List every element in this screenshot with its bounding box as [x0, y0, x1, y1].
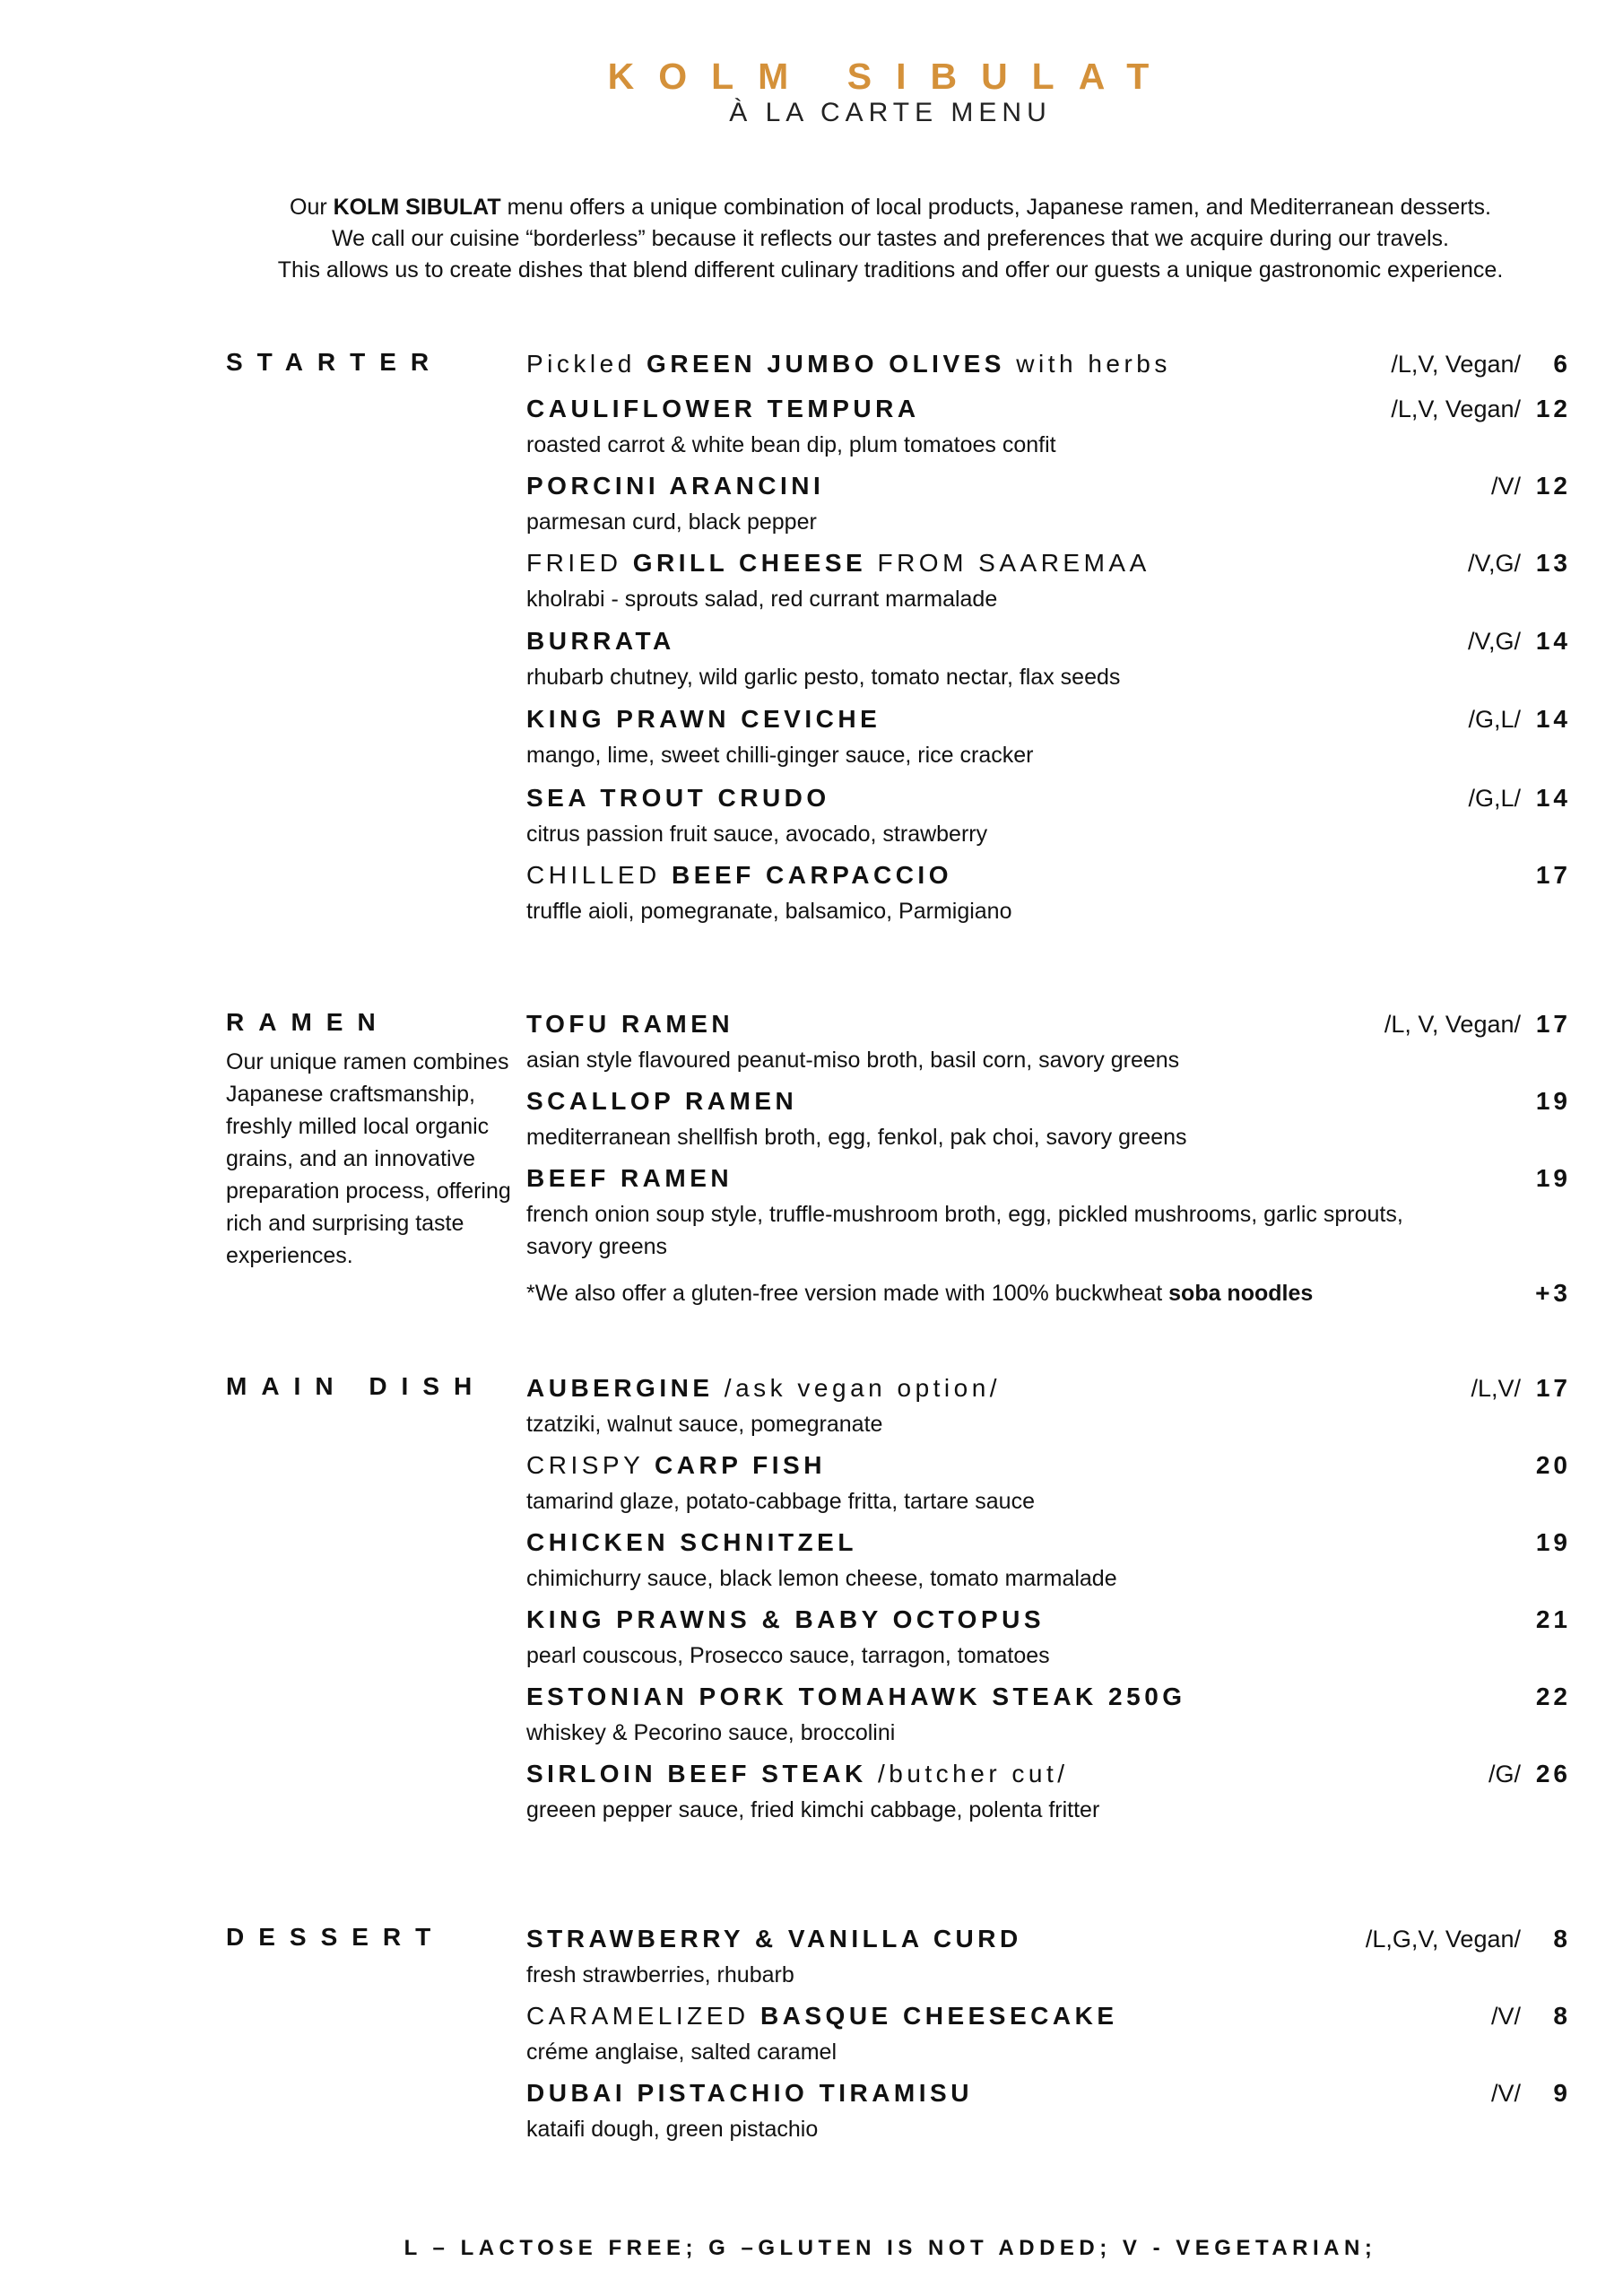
gluten-free-note — [526, 1274, 1571, 1313]
menu-item-name: SCALLOP RAMEN — [526, 1087, 798, 1115]
menu-item-title — [526, 778, 1571, 818]
menu-item — [526, 1369, 1571, 1440]
menu-item — [526, 466, 1571, 538]
dietary-tag: /V,G/ — [1467, 550, 1521, 577]
menu-item-description: french onion soup style, truffle-mushroom broth, egg, pickled mushrooms, garlic sprouts, savory greens — [526, 1202, 1403, 1259]
menu-item-suffix: /butcher cut/ — [866, 1760, 1069, 1787]
menu-item-price: 17 — [1535, 1374, 1571, 1402]
dietary-tag: /V/ — [1490, 2003, 1521, 2030]
menu-item — [526, 1004, 1571, 1076]
menu-item-description: whiskey & Pecorino sauce, broccolini — [526, 1720, 896, 1745]
intro-line-1 — [0, 192, 1623, 223]
menu-item-title — [526, 344, 1571, 384]
menu-item-price: 22 — [1535, 1683, 1571, 1710]
menu-item-price: 19 — [1535, 1164, 1571, 1192]
menu-item-price: 9 — [1553, 2079, 1571, 2107]
menu-item-description: parmesan curd, black pepper — [526, 509, 817, 535]
intro-line-1-post: menu offers a unique combination of local products, Japanese ramen, and Mediterranean desserts. — [500, 195, 1491, 220]
menu-item-title — [526, 1446, 1571, 1485]
menu-item — [526, 1082, 1571, 1153]
menu-item-description: créme anglaise, salted caramel — [526, 2039, 837, 2065]
menu-item-description: mediterranean shellfish broth, egg, fenkol, pak choi, savory greens — [526, 1125, 1187, 1150]
menu-item-title — [526, 1996, 1571, 2036]
menu-item — [526, 856, 1571, 927]
menu-item — [526, 778, 1571, 850]
menu-item-description: tzatziki, walnut sauce, pomegranate — [526, 1412, 883, 1437]
menu-item — [526, 1159, 1571, 1263]
menu-item-name: GREEN JUMBO OLIVES — [647, 350, 1005, 378]
dietary-tag: /L,V, Vegan/ — [1391, 396, 1521, 422]
intro-line-2: We call our cuisine “borderless” because it reflects our tastes and preferences that we acquire during our travels. — [332, 226, 1449, 251]
menu-item-description: fresh strawberries, rhubarb — [526, 1962, 794, 1987]
menu-item-name: CAULIFLOWER TEMPURA — [526, 395, 920, 422]
menu-item-price: 14 — [1535, 627, 1571, 655]
menu-item-name: SEA TROUT CRUDO — [526, 784, 830, 812]
menu-item-name: SIRLOIN BEEF STEAK — [526, 1760, 867, 1787]
gluten-free-text — [526, 1274, 1571, 1313]
menu-item-title — [526, 1082, 1571, 1121]
menu-item-name: BASQUE CHEESECAKE — [759, 2002, 1118, 2030]
dietary-tag: /G/ — [1488, 1761, 1521, 1787]
menu-item-price: 14 — [1535, 705, 1571, 733]
menu-item-title — [526, 622, 1571, 661]
menu-item — [526, 544, 1571, 615]
menu-item-title — [526, 1600, 1571, 1639]
menu-item-suffix: with herbs — [1004, 350, 1171, 378]
menu-item-name: KING PRAWNS & BABY OCTOPUS — [526, 1605, 1046, 1633]
menu-item — [526, 389, 1571, 461]
dietary-tag: /V/ — [1490, 2080, 1521, 2107]
menu-item-name: CHICKEN SCHNITZEL — [526, 1528, 857, 1556]
menu-item — [526, 1677, 1571, 1749]
menu-item-price: 6 — [1553, 350, 1571, 378]
menu-item-prefix: FRIED — [526, 549, 633, 577]
menu-item-price: 8 — [1553, 1925, 1571, 1952]
menu-item-title — [526, 466, 1571, 506]
menu-item-description: rhubarb chutney, wild garlic pesto, tomato nectar, flax seeds — [526, 665, 1121, 690]
menu-item-name: BEEF RAMEN — [526, 1164, 733, 1192]
menu-item-name: STRAWBERRY & VANILLA CURD — [526, 1925, 1022, 1952]
menu-item-name: ESTONIAN PORK TOMAHAWK STEAK 250G — [526, 1683, 1186, 1710]
dessert-section-title: DESSERT — [226, 1923, 446, 1951]
menu-item — [526, 1996, 1571, 2068]
gluten-free-text-bold: soba noodles — [1168, 1281, 1314, 1306]
intro-text — [0, 192, 1623, 286]
menu-item-title — [526, 1677, 1571, 1717]
menu-item-price: 12 — [1535, 395, 1571, 422]
menu-item-description: asian style flavoured peanut-miso broth, basil corn, savory greens — [526, 1048, 1180, 1073]
menu-item — [526, 1446, 1571, 1518]
menu-item-title — [526, 389, 1571, 429]
menu-item-prefix: CHILLED — [526, 861, 673, 889]
menu-item-price: 20 — [1535, 1451, 1571, 1479]
menu-item-name: TOFU RAMEN — [526, 1010, 734, 1038]
menu-item-description: pearl couscous, Prosecco sauce, tarragon, tomatoes — [526, 1643, 1050, 1668]
menu-item-price: 17 — [1535, 1010, 1571, 1038]
menu-item-description: tamarind glaze, potato-cabbage fritta, tartare sauce — [526, 1489, 1035, 1514]
menu-item — [526, 1600, 1571, 1672]
ramen-section-title: RAMEN — [226, 1008, 390, 1036]
menu-item-name: CARP FISH — [655, 1451, 826, 1479]
menu-item-price: 19 — [1535, 1528, 1571, 1556]
menu-item-description: roasted carrot & white bean dip, plum tomatoes confit — [526, 432, 1056, 457]
menu-item-price: 21 — [1535, 1605, 1571, 1633]
menu-item-description: kholrabi - sprouts salad, red currant marmalade — [526, 587, 998, 612]
menu-item-title — [526, 544, 1571, 583]
dietary-tag: /L,V, Vegan/ — [1391, 351, 1521, 378]
menu-item-price: 17 — [1535, 861, 1571, 889]
menu-item — [526, 2074, 1571, 2145]
menu-item-title — [526, 1004, 1571, 1044]
menu-item-price: 14 — [1535, 784, 1571, 812]
menu-item — [526, 700, 1571, 771]
menu-item-description: chimichurry sauce, black lemon cheese, tomato marmalade — [526, 1566, 1117, 1591]
menu-item-description: truffle aioli, pomegranate, balsamico, Parmigiano — [526, 899, 1012, 924]
menu-item-title — [526, 2074, 1571, 2113]
dietary-tag: /L,V/ — [1471, 1375, 1521, 1402]
dietary-tag: /L,G,V, Vegan/ — [1365, 1926, 1521, 1952]
menu-item-price: 12 — [1535, 472, 1571, 500]
menu-item-price: 19 — [1535, 1087, 1571, 1115]
menu-item-title — [526, 1369, 1571, 1408]
menu-item-description: citrus passion fruit sauce, avocado, strawberry — [526, 822, 988, 847]
menu-item-title — [526, 1754, 1571, 1794]
menu-item-title — [526, 700, 1571, 739]
menu-item-name: KING PRAWN CEVICHE — [526, 705, 881, 733]
menu-item-description: mango, lime, sweet chilli-ginger sauce, rice cracker — [526, 743, 1034, 768]
menu-item-name: BURRATA — [526, 627, 675, 655]
dietary-tag: /G,L/ — [1468, 706, 1521, 733]
menu-item-title — [526, 1919, 1571, 1959]
dietary-legend: L – LACTOSE FREE; G –GLUTEN IS NOT ADDED; V - VEGETARIAN; — [404, 2236, 1377, 2260]
menu-item-prefix: CRISPY — [526, 1451, 655, 1479]
dietary-tag: /V,G/ — [1467, 628, 1521, 655]
main-section-title: MAIN DISH — [226, 1372, 487, 1400]
menu-item — [526, 1523, 1571, 1595]
intro-line-1-pre: Our — [290, 195, 334, 220]
restaurant-name: KOLM SIBULAT — [607, 56, 1174, 97]
menu-item-title — [526, 1159, 1571, 1198]
menu-item — [526, 344, 1571, 384]
menu-item-price: 8 — [1553, 2002, 1571, 2030]
dietary-tag: /G,L/ — [1468, 785, 1521, 812]
menu-item-price: 26 — [1535, 1760, 1571, 1787]
menu-item-title — [526, 1523, 1571, 1562]
menu-item-prefix: Pickled — [526, 350, 647, 378]
gluten-free-text-main: *We also offer a gluten-free version made with 100% buckwheat — [526, 1281, 1169, 1306]
menu-item-suffix: /ask vegan option/ — [713, 1374, 1002, 1402]
menu-item — [526, 1754, 1571, 1826]
menu-subtitle: À LA CARTE MENU — [729, 98, 1052, 127]
menu-item-description: kataifi dough, green pistachio — [526, 2117, 819, 2142]
intro-line-3: This allows us to create dishes that blend different culinary traditions and offer our guests a unique gastronomic experience. — [277, 257, 1504, 283]
intro-brand: KOLM SIBULAT — [333, 195, 501, 220]
menu-item-title — [526, 856, 1571, 895]
dietary-tag: /V/ — [1490, 473, 1521, 500]
menu-item — [526, 1919, 1571, 1991]
menu-item-description: greeen pepper sauce, fried kimchi cabbage, polenta fritter — [526, 1797, 1100, 1822]
ramen-section-note: Our unique ramen combines Japanese craftsmanship, freshly milled local organic grains, and an innovative preparation process, offering rich and surprising taste experiences. — [226, 1049, 511, 1268]
menu-item-name: PORCINI ARANCINI — [526, 472, 825, 500]
menu-item — [526, 622, 1571, 693]
menu-item-prefix: CARAMELIZED — [526, 2002, 760, 2030]
menu-item-name: AUBERGINE — [526, 1374, 714, 1402]
dietary-tag: /L, V, Vegan/ — [1384, 1011, 1521, 1038]
menu-header — [0, 56, 1623, 129]
starter-section-title: STARTER — [226, 348, 444, 376]
menu-item-name: DUBAI PISTACHIO TIRAMISU — [526, 2079, 973, 2107]
menu-item-suffix: FROM SAAREMAA — [866, 549, 1150, 577]
menu-item-name: BEEF CARPACCIO — [672, 861, 952, 889]
gluten-free-surcharge: +3 — [1535, 1279, 1571, 1307]
menu-item-price: 13 — [1535, 549, 1571, 577]
menu-item-name: GRILL CHEESE — [632, 549, 867, 577]
